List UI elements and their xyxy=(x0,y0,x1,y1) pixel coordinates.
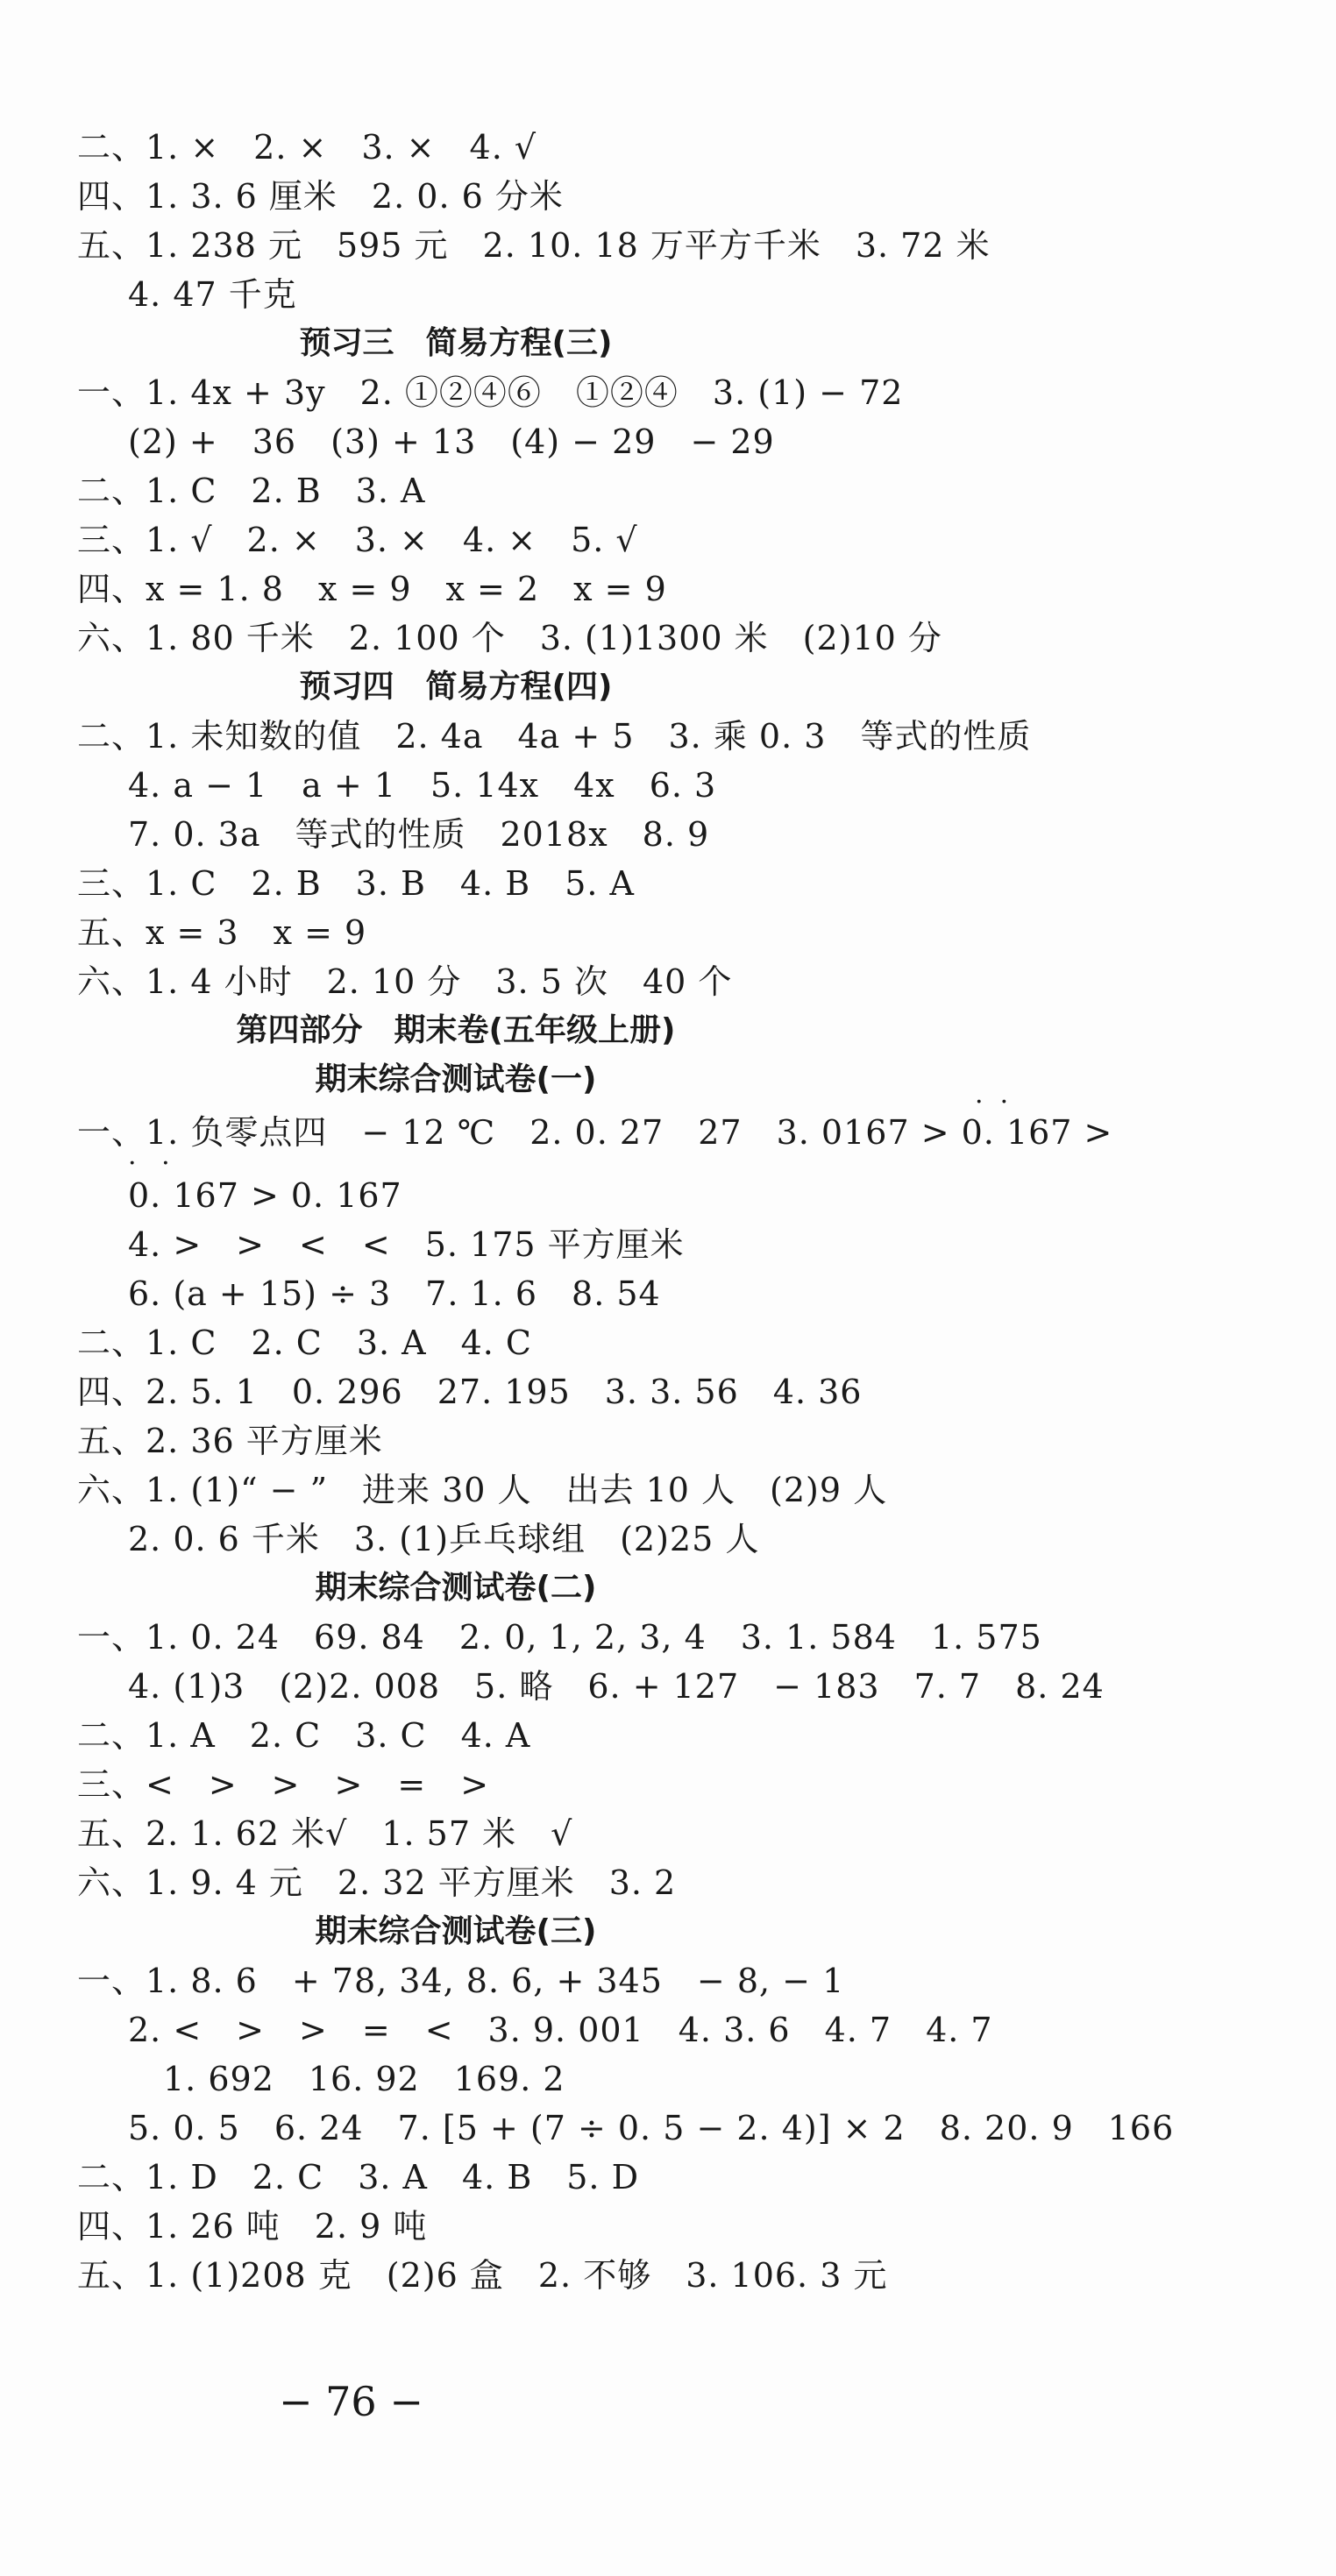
answer-line: 四、1. 3. 6 厘米 2. 0. 6 分米 xyxy=(77,177,564,216)
repeating-decimal-dots: · · xyxy=(128,1148,170,1179)
answer-line: 4. (1)3 (2)2. 008 5. 略 6. + 127 − 183 7. 7 8. 24 xyxy=(128,1667,1105,1706)
answer-line: (2) + 36 (3) + 13 (4) − 29 − 29 xyxy=(128,422,775,461)
page-number: − 76 − xyxy=(279,2378,423,2425)
test-heading: 期末综合测试卷(一) xyxy=(315,1061,597,1097)
answer-line: 0. 167 > 0. 167 xyxy=(128,1176,402,1215)
answer-line: 三、< > > > = > xyxy=(77,1765,490,1804)
answer-line: 4. > > < < 5. 175 平方厘米 xyxy=(128,1225,685,1264)
answer-line: 4. a − 1 a + 1 5. 14x 4x 6. 3 xyxy=(128,766,717,805)
answer-line: 四、2. 5. 1 0. 296 27. 195 3. 3. 56 4. 36 xyxy=(77,1373,863,1411)
answer-line: 四、x = 1. 8 x = 9 x = 2 x = 9 xyxy=(77,570,667,608)
answer-line: 六、1. (1)“ − ” 进来 30 人 出去 10 人 (2)9 人 xyxy=(77,1471,888,1509)
answer-line: 五、2. 1. 62 米√ 1. 57 米 √ xyxy=(77,1814,573,1853)
section-heading: 预习三 简易方程(三) xyxy=(299,325,613,361)
answer-line: 三、1. √ 2. × 3. × 4. × 5. √ xyxy=(77,521,638,559)
part-heading: 第四部分 期末卷(五年级上册) xyxy=(236,1012,676,1048)
answer-line: 三、1. C 2. B 3. B 4. B 5. A xyxy=(77,864,635,903)
answer-line: 五、1. 238 元 595 元 2. 10. 18 万平方千米 3. 72 米 xyxy=(77,226,991,265)
answer-line: 4. 47 千克 xyxy=(128,275,297,314)
test-heading: 期末综合测试卷(三) xyxy=(315,1913,597,1949)
answer-line: 二、1. C 2. B 3. A xyxy=(77,472,426,510)
answer-line: 2. 0. 6 千米 3. (1)乒乓球组 (2)25 人 xyxy=(128,1520,760,1558)
answer-line: 一、1. 0. 24 69. 84 2. 0, 1, 2, 3, 4 3. 1. 584 1. 575 xyxy=(77,1618,1042,1657)
answer-line: 二、1. × 2. × 3. × 4. √ xyxy=(77,128,537,167)
answer-line: 1. 692 16. 92 169. 2 xyxy=(163,2060,565,2098)
repeating-decimal-dots: · · xyxy=(975,1087,1009,1118)
answer-line: 二、1. C 2. C 3. A 4. C xyxy=(77,1323,533,1362)
answer-line: 二、1. A 2. C 3. C 4. A xyxy=(77,1716,531,1755)
answer-line: 6. (a + 15) ÷ 3 7. 1. 6 8. 54 xyxy=(128,1274,661,1313)
test-heading: 期末综合测试卷(二) xyxy=(315,1570,597,1606)
section-heading: 预习四 简易方程(四) xyxy=(299,669,613,705)
answer-line: 六、1. 9. 4 元 2. 32 平方厘米 3. 2 xyxy=(77,1863,677,1902)
answer-line: 7. 0. 3a 等式的性质 2018x 8. 9 xyxy=(128,815,710,854)
answer-line: 2. < > > = < 3. 9. 001 4. 3. 6 4. 7 4. 7 xyxy=(128,2011,993,2049)
answer-line: 五、1. (1)208 克 (2)6 盒 2. 不够 3. 106. 3 元 xyxy=(77,2256,888,2295)
answer-line: 二、1. 未知数的值 2. 4a 4a + 5 3. 乘 0. 3 等式的性质 xyxy=(77,717,1032,756)
answer-line: 六、1. 4 小时 2. 10 分 3. 5 次 40 个 xyxy=(77,962,733,1001)
answer-line: 一、1. 8. 6 + 78, 34, 8. 6, + 345 − 8, − 1 xyxy=(77,1962,845,2000)
answer-line: 一、1. 负零点四 − 12 ℃ 2. 0. 27 27 3. 0167 > 0. 167 > xyxy=(77,1113,1113,1152)
answer-line: 五、x = 3 x = 9 xyxy=(77,913,367,952)
answer-line: 五、2. 36 平方厘米 xyxy=(77,1422,383,1460)
answer-line: 四、1. 26 吨 2. 9 吨 xyxy=(77,2207,428,2246)
answer-line: 5. 0. 5 6. 24 7. [5 + (7 ÷ 0. 5 − 2. 4)] × 2 8. 20. 9 166 xyxy=(128,2109,1175,2147)
answer-line: 一、1. 4x + 3y 2. ①②④⑥ ①②④ 3. (1) − 72 xyxy=(77,373,904,412)
answer-line: 六、1. 80 千米 2. 100 个 3. (1)1300 米 (2)10 分 xyxy=(77,619,942,657)
answer-line: 二、1. D 2. C 3. A 4. B 5. D xyxy=(77,2158,640,2196)
